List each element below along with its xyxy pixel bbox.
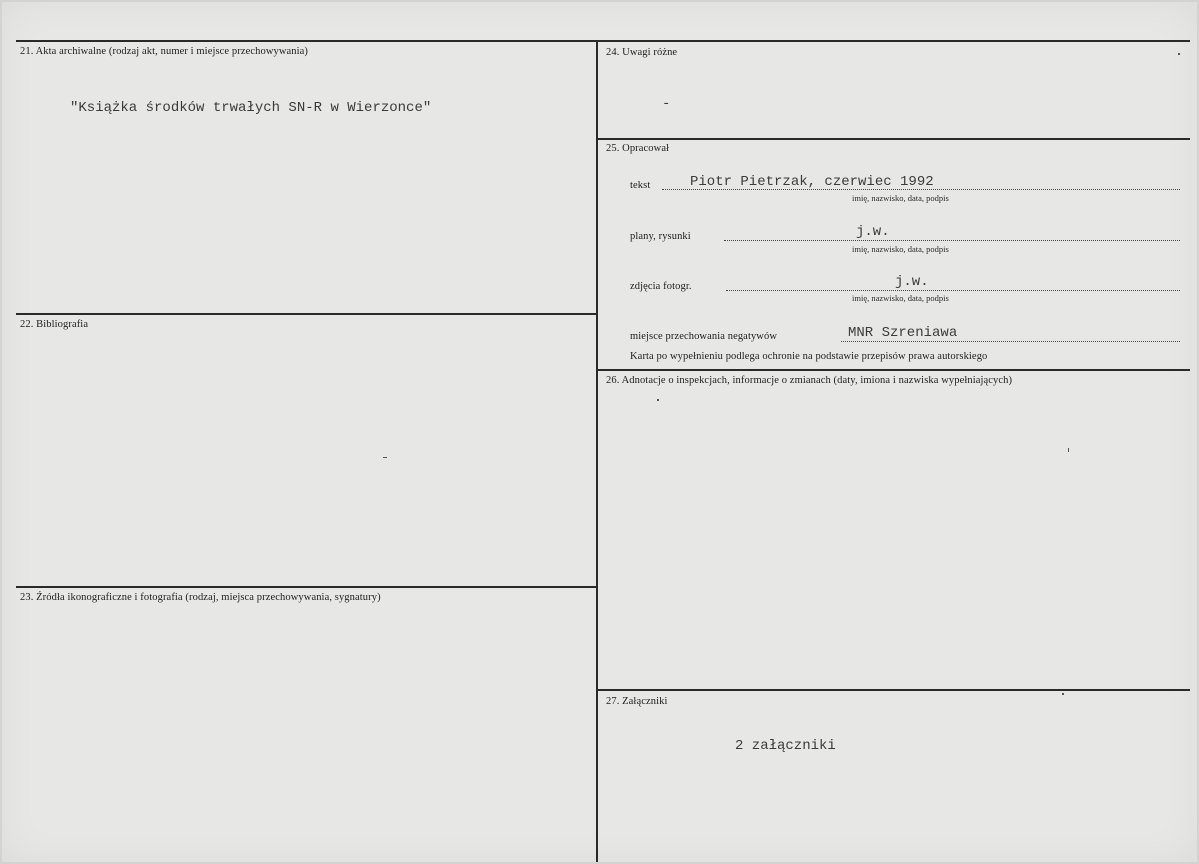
rule-26-27 [598, 689, 1190, 691]
top-rule [16, 40, 1190, 42]
paper-speck [1178, 53, 1180, 55]
negatywy-dotline [841, 341, 1180, 342]
rule-21-22 [16, 313, 596, 315]
section-21-value: "Książka środków trwałych SN-R w Wierzonce" [70, 100, 432, 116]
section-24-value: - [662, 96, 671, 112]
section-22-label: 22. Bibliografia [20, 319, 89, 330]
paper-speck [1068, 448, 1069, 452]
rule-24-25 [598, 138, 1190, 140]
tekst-label: tekst [630, 180, 651, 191]
zdjecia-value: j.w. [895, 274, 929, 290]
paper-speck [1062, 693, 1064, 695]
paper-speck [657, 399, 659, 401]
section-21-label: 21. Akta archiwalne (rodzaj akt, numer i miejsce przechowywania) [20, 46, 309, 57]
rule-22-23 [16, 586, 596, 588]
tekst-caption: imię, nazwisko, data, podpis [852, 193, 949, 203]
negatywy-value: MNR Szreniawa [848, 325, 958, 341]
center-divider [596, 40, 598, 862]
zdjecia-caption: imię, nazwisko, data, podpis [852, 293, 949, 303]
negatywy-label: miejsce przechowania negatywów [630, 331, 778, 342]
rule-25-26 [598, 369, 1190, 371]
section-23-label: 23. Źródła ikonograficzne i fotografia (rodzaj, miejsca przechowywania, sygnatury) [20, 592, 381, 603]
tekst-value: Piotr Pietrzak, czerwiec 1992 [690, 174, 934, 190]
section-27-value: 2 załączniki [735, 738, 836, 754]
record-card [2, 2, 1197, 862]
paper-speck [383, 457, 387, 458]
plany-dotline [724, 240, 1180, 241]
section-25-label: 25. Opracował [606, 143, 670, 154]
section-26-label: 26. Adnotacje o inspekcjach, informacje o zmianach (daty, imiona i nazwiska wypełniających) [606, 375, 1013, 386]
section-24-label: 24. Uwagi różne [606, 47, 678, 58]
zdjecia-label: zdjęcia fotogr. [630, 281, 692, 292]
plany-value: j.w. [856, 224, 890, 240]
section-27-label: 27. Załączniki [606, 696, 668, 707]
zdjecia-dotline [726, 290, 1180, 291]
copyright-note: Karta po wypełnieniu podlega ochronie na podstawie przepisów prawa autorskiego [630, 351, 988, 362]
plany-label: plany, rysunki [630, 231, 691, 242]
plany-caption: imię, nazwisko, data, podpis [852, 244, 949, 254]
